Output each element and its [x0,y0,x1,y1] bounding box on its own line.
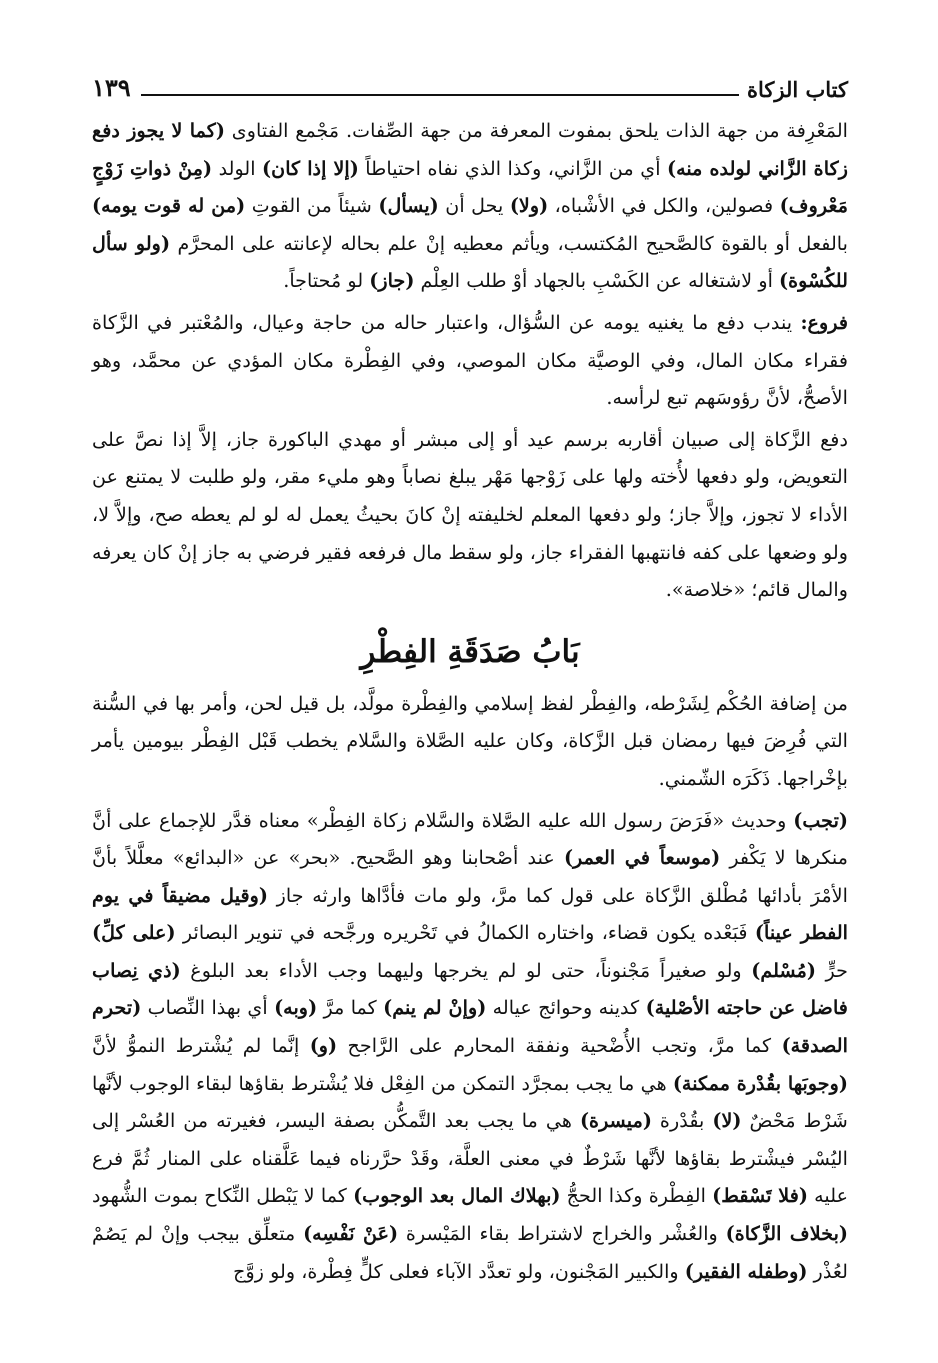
text-run: كما مرَّ، وتجب الأُضْحية ونفقة المحارم على الرَّاجح [337,1034,782,1058]
text-run: المَعْرِفة من جهة الذات يلحق بمفوت المعرفة من جهة الصِّفات. مَجْمع الفتاوى [224,119,849,142]
text-run: عند أصْحابنا وهو الصَّحيح. «بحر» عن «البدائع» معلَّلاً بأنَّ الأمْرَ بأدائها مُطْلق الزَّكاة على قول كما مرَّ، ولو مات فأدَّاها وارثه جاز [92,846,849,907]
text-run: وحديث «فَرَضَ رسول الله عليه الصَّلاة والسَّلام زكاة الفِطْر» معناه قدَّر للإجماع على أنَّ منكرها لا يَكْفر [92,808,848,870]
bold-text-run: (ولو سأل للكُسْوة) [92,231,848,293]
text-run: يندب دفع ما يغنيه يومه عن السُّؤال، واعتبار حاله من حاجة وعيال، والمُعْتبر في الزَّكاة فقراء مكان المال، وفي الوصيَّة مكان الموصي، وفي الفِطْرة مكان المؤدي عن محمَّد، وهو الأصحُّ، لأنَّ رؤوسَهم تبع لرأسه. [92,310,848,410]
paragraph-zakat-recipients [92,112,848,300]
text-run: والعُشْر والخراج لاشتراط بقاء المَيْسرة [398,1222,726,1246]
text-run: أو لاشتغاله عن الكَسْبِ بالجهاد أوْ طلب العِلْم [414,269,780,293]
text-run: دفع الزَّكاة إلى صبيان أقاربه برسم عيد أو إلى مبشر أو مهدي الباكورة جاز، إلاَّ إذا نصَّ على التعويض، ولو دفعها لأُخته ولها على زَوْجها مَهْر يبلغ نصاباً وهو مليء مقر، ولو طلبت لا يمتنع عن الأداء لا تجوز، وإلاَّ جاز؛ ولو دفعها المعلم لخليفته إنْ كانَ بحيثُ يعمل له لو لم يعطه صح، وإلاَّ لا، ولو وضعها على كفه فانتهبها الفقراء جاز، ولو سقط مال فرفعه فقير فرضي به جاز إنْ كان يعرفه والمال قائم؛ «خلاصة». [92,427,848,602]
bold-text-run: (من له قوت يومه) [92,194,246,218]
bold-text-run: (يسأل) [378,194,439,218]
bold-text-run: (جاز) [369,269,415,293]
text-run: الولد [212,156,263,180]
bold-text-run: (على كلِّ) [92,921,176,945]
text-run: متعلِّق بيجب وإنْ لم يَصُمْ لعُذْر [92,1222,848,1283]
text-run: كما مرَّ [317,996,384,1020]
bold-text-run: (بخلاف الزَّكاة) [725,1222,849,1246]
bold-text-run: فروع: [800,310,848,334]
bold-text-run: (وقيل مضيقاً في يوم الفطر عيناً) [92,883,849,945]
bold-text-run: (لا) [712,1109,742,1133]
text-run: هي ما يجب بعد التَّمكُّن بصفة اليسر، فغيرته من العُسْر إلى اليُسْر فيشْترط بقاؤها لأنَّها شَرْطٌ في معنى العلَّة، وقَدْ حرَّرناه فيما عَلَّقناه على المنار ثُمَّ فرع عليه [92,1109,849,1208]
text-run: كدينه وحوائج عياله [486,996,646,1020]
bold-text-run: (وإنْ لم ينم) [383,996,487,1020]
paragraph-fitr-obligation [92,802,848,1291]
bold-text-run: (ذي نِصاب فاضل عن حاجته الأصْلية) [92,958,848,1020]
text-run: والكبير المَجْنون، ولو تعدَّد الآباء فعلى كلٍّ فِطْرة، ولو زوَّج [233,1259,685,1283]
chapter-title: كتاب الزكاة [746,77,848,102]
text-run: كما لا يَبْطل النِّكاح بموت الشُّهود [92,1184,354,1208]
text-run: بقُدْرة [651,1109,713,1133]
text-run: أي من الزَّاني، وكذا الذي نفاه احتياطاً [358,156,667,180]
page-number: ١٣٩ [92,73,131,102]
bold-text-run: (ميسرة) [579,1109,652,1133]
text-run: بالفعل أو بالقوة كالصَّحيح المُكتسب، ويأثم معطيه إنْ علم بحاله لإعانته على المحرَّم [170,231,848,255]
bold-text-run: (تحرم الصدقة) [92,996,848,1058]
bold-text-run: (ولا) [509,194,549,218]
text-run: فصولين، والكل في الأشْباه، [548,194,780,218]
page-header [92,68,848,102]
bold-text-run: (و) [309,1034,338,1058]
text-run: إنَّما لم يُشْترط النموُّ لأنَّ [92,1034,310,1058]
text-run: هي ما يجب بمجرَّد التمكن من الفِعْل فلا يُشْترط بقاؤها لبقاء الوجوب لأنَّها شَرْط مَحْضٌ [92,1071,849,1133]
bold-text-run: (فلا تَسْقط) [712,1184,808,1208]
paragraph-zakat-gifts [92,421,848,609]
text-run: حرٍّ [815,958,848,982]
bold-text-run: (تجب) [793,808,848,832]
bold-text-run: (عَنْ نَفْسِه) [303,1222,399,1246]
text-run: الفِطْرة وكذا الحجُّ [560,1184,713,1208]
section-title-sadaqat-al-fitr: بَابُ صَدَقَةِ الفِطْرِ [360,633,580,670]
paragraph-fitr-intro [92,685,848,798]
bold-text-run: (كما لا يجوز دفع زكاة الزَّاني لولده منه) [92,119,848,180]
text-run: من إضافة الحُكْم لِشَرْطه، والفِطْر لفظ إسلامي والفِطْرة مولَّد، بل قيل لحن، وأمر بها في السُّنة التي فُرِضَ فيها رمضان قبل الزَّكاة، وكان عليه الصَّلاة والسَّلام يخطب قَبْل الفِطْر بيومين يأمر بإخْراجها. ذَكَرَه الشّمني. [92,691,848,790]
text-run: فَبَعْده يكون قضاء، واختاره الكمالُ في تَحْريره ورجَّحه في تنوير البصائر [175,921,755,945]
text-run: يحل أن [438,194,510,218]
text-run: شيئاً من القوتِ [245,194,379,218]
bold-text-run: (موسعاً في العمر) [563,846,721,870]
bold-text-run: (مُسْلم) [751,958,816,982]
text-run: لو مُحتاجاً. [283,269,370,293]
bold-text-run: (وطفله الفقير) [684,1259,808,1283]
paragraph-branches [92,304,848,417]
header-rule [141,94,739,96]
bold-text-run: (مِنْ ذواتِ زَوْجٍ مَعْروف) [92,156,848,218]
text-run: أي بهذا النِّصاب [141,996,275,1020]
bold-text-run: (وجوبَها بقُدْرة ممكنة) [672,1071,848,1095]
text-run: ولو صغيراً مَجْنوناً، حتى لو لم يخرجها وليهما وجب الأداء بعد البلوغ [180,958,752,982]
bold-text-run: (وبه) [274,996,318,1020]
bold-text-run: (إلا إذا كان) [262,156,359,180]
bold-text-run: (بهلاك المال بعد الوجوب) [353,1184,561,1208]
